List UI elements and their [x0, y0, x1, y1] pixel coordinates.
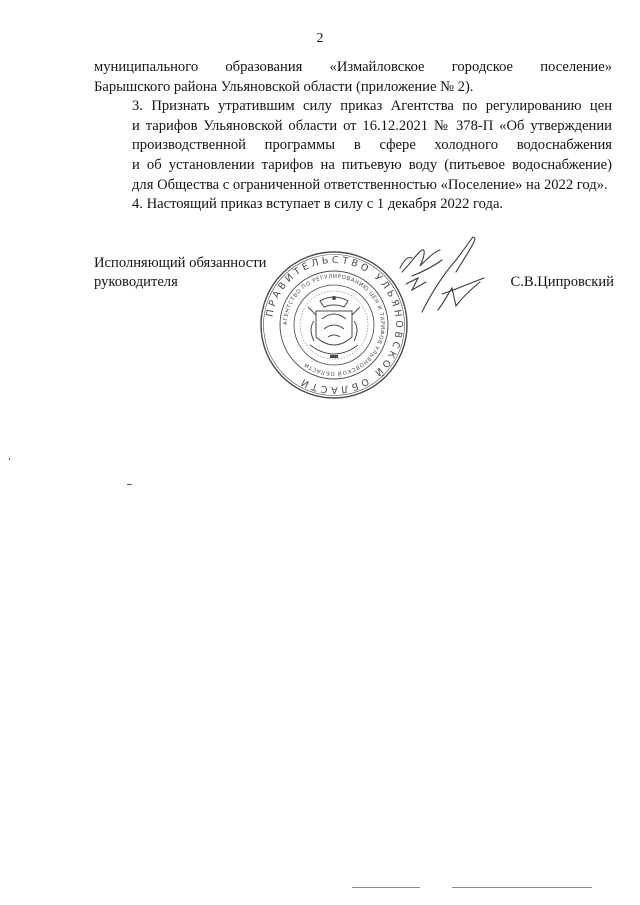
- seal-outer-text: ПРАВИТЕЛЬСТВО УЛЬЯНОВСКОЙ ОБЛАСТИ: [264, 254, 405, 396]
- text-line: и об установлении тарифов на питьевую воду (питьевое водоснабжение): [132, 156, 612, 173]
- paragraph-item-3: [94, 97, 612, 195]
- page-number: 2: [316, 31, 324, 46]
- scan-artifact: [127, 484, 132, 485]
- text-line: Барышского района Ульяновской области (приложение № 2).: [94, 78, 474, 95]
- text-line: производственной программы в сфере холодного водоснабжения: [132, 137, 612, 154]
- text-line: для Общества с ограниченной ответственностью «Поселение» на 2022 год».: [132, 176, 608, 193]
- signer-title-line2: руководителя: [94, 274, 178, 290]
- paragraph-continuation: [94, 58, 612, 97]
- signer-name: С.В.Ципровский: [510, 274, 614, 290]
- body-text: [94, 58, 612, 215]
- signer-title-line1: Исполняющий обязанности: [94, 255, 267, 271]
- text-line: 4. Настоящий приказ вступает в силу с 1 декабря 2022 года.: [132, 196, 504, 213]
- text-line: муниципального образования «Измайловское городское поселение»: [94, 59, 612, 75]
- text-line: 3. Признать утратившим силу приказ Агентства по регулированию цен: [132, 98, 612, 115]
- footer-rule: [452, 887, 592, 888]
- seal-inner-text: АГЕНТСТВО ПО РЕГУЛИРОВАНИЮ ЦЕН И ТАРИФОВ УЛЬЯНОВСКОЙ ОБЛАСТИ: [282, 273, 386, 377]
- text-line: и тарифов Ульяновской области от 16.12.2021 № 378-П «Об утверждении: [132, 117, 612, 134]
- scan-artifact: [9, 458, 10, 460]
- handwritten-signature-icon: [382, 232, 492, 314]
- paragraph-item-4: [94, 195, 612, 215]
- footer-rule: [352, 887, 420, 888]
